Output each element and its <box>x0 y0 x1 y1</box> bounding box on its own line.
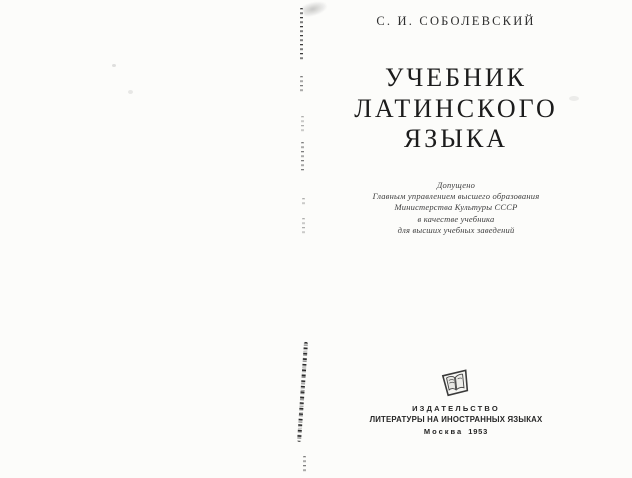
gutter-mark <box>300 8 303 60</box>
publisher-name-line2: ЛИТЕРАТУРЫ НА ИНОСТРАННЫХ ЯЗЫКАХ <box>369 415 543 424</box>
book-title <box>312 63 600 155</box>
gutter-mark <box>301 116 304 132</box>
publisher-emblem-icon <box>312 366 600 402</box>
approval-line: Главным управлением высшего образования <box>372 191 540 202</box>
scan-speck <box>112 64 116 67</box>
approval-line: Допущено <box>436 180 476 190</box>
author-name: С. И. СОБОЛЕВСКИЙ <box>376 14 536 28</box>
approval-line: Министерства Культуры СССР <box>394 202 518 213</box>
gutter-mark <box>301 142 304 172</box>
imprint-year: 1953 <box>468 427 489 436</box>
imprint-city: Москва <box>423 427 464 436</box>
gutter-mark <box>303 456 306 474</box>
imprint-line <box>312 427 600 436</box>
gutter-mark <box>297 342 308 442</box>
scan-speck <box>128 90 133 94</box>
title-line: УЧЕБНИК <box>384 63 527 92</box>
gutter-mark <box>302 218 305 234</box>
gutter-mark <box>300 76 303 94</box>
approval-line: для высших учебных заведений <box>397 224 515 235</box>
approval-line: в качестве учебника <box>417 213 495 224</box>
publisher-name-line1: ИЗДАТЕЛЬСТВО <box>412 404 500 413</box>
approval-note <box>312 180 600 236</box>
gutter-mark <box>302 198 305 206</box>
title-line: ЯЗЫКА <box>403 124 509 153</box>
title-line: ЛАТИНСКОГО <box>354 93 558 123</box>
